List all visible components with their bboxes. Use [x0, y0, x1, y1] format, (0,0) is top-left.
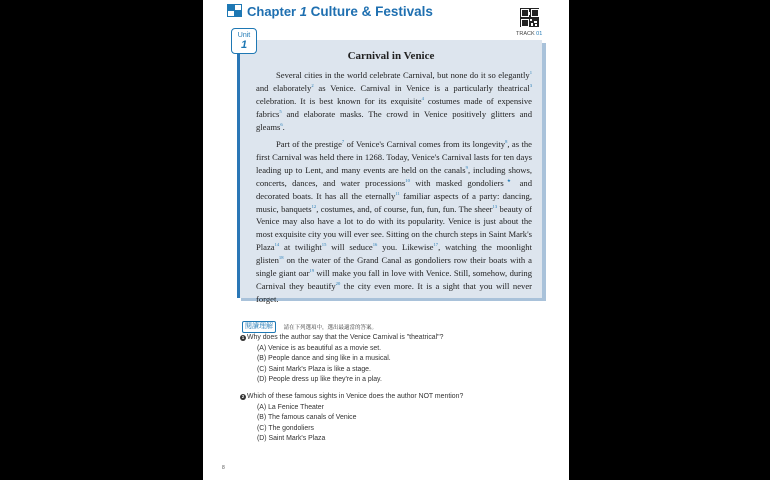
footnote-marker: 4 — [421, 95, 424, 101]
reading-card — [237, 40, 542, 305]
footnote-marker: 11 — [395, 190, 400, 196]
page-number: 8 — [222, 465, 225, 471]
track-number: 01 — [536, 31, 543, 37]
footnote-marker: 1 — [529, 70, 532, 75]
unit-label: Unit — [237, 32, 251, 39]
footnote-marker: 6 — [280, 121, 283, 127]
chapter-title: Culture & Festivals — [310, 4, 433, 19]
question-text: Why does the author say that the Venice Carnival is "theatrical"? — [247, 334, 444, 341]
option-b: (B) The famous canals of Venice — [257, 414, 357, 422]
footnote-marker: 8 — [505, 138, 508, 144]
question-1 — [241, 333, 537, 386]
chapter-number: 1 — [299, 4, 307, 19]
reading-paragraph: Part of the prestige$^7$ of Venice's Carnival comes from its longevity$^8$, as the first Carnival was held there in 1268. Today, Venice's Carnival lasts for ten days leading up to Lent, and many events are held on the canals$^9$, including shows, concerts, dances, and water processions$^{10}$ with masked gondoliers★ and decorated boats. It has all the eternally$^{11}$ familiar aspects of a party: dancing, music, banquets$^{12}$, costumes, and, of course, fun, fun, fun. The sheer$^{13}$ beauty of Venice may also have a lot to do with its popularity. Venice is just about the most exquisite city you will ever see. Sitting on the church steps in Saint Mark's Plaza$^{14}$ at twilight$^{15}$ will seduce$^{16}$ you. Likewise$^{17}$, watching the moonlight glisten$^{18}$ on the water of the Grand Canal as gondoliers row their boats with a single giant oar$^{19}$ will make you fall in love with Venice. Still, somehow, during Carnival they beautify$^{20}$ the city even more. It is a sight that you will never forget. — [256, 138, 533, 305]
comprehension-badge: 閱讀理解 — [242, 321, 276, 333]
footnote-marker: 12 — [311, 203, 317, 209]
footnote-marker: 17 — [433, 242, 439, 248]
footnote-marker: 9 — [465, 164, 468, 170]
footnote-marker: ★ — [503, 177, 515, 183]
footnote-marker: 16 — [372, 242, 378, 248]
footnote-marker: 5 — [279, 108, 282, 114]
reading-paragraph: Several cities in the world celebrate Carnival, but none do it so elegantly$^1$ and elaborately$^2$ as Venice. Carnival in Venice is a particularly theatrical$^3$ celebration. It is best known for its exquisite$^4$ costumes made of expensive fabrics$^5$ and elaborate masks. The crowd in Venice positively glitters and gleams$^6$. — [256, 70, 532, 132]
footnote-marker: 13 — [492, 203, 498, 209]
option-c: (C) The gondoliers — [257, 424, 314, 432]
chapter-grid-icon — [227, 4, 243, 18]
question-text: Which of these famous sights in Venice does the author NOT mention? — [247, 393, 464, 400]
footnote-marker: 19 — [309, 268, 315, 274]
qr-code-icon — [520, 8, 539, 27]
option-a: (A) La Fenice Theater — [257, 403, 324, 411]
track-word: TRACK — [516, 31, 535, 37]
book-page — [203, 0, 569, 480]
footnote-marker: 14 — [274, 242, 280, 248]
unit-badge — [231, 28, 257, 54]
option-d: (D) People dress up like they're in a play. — [257, 376, 382, 384]
track-label — [516, 31, 542, 37]
footnote-marker: 20 — [335, 281, 341, 287]
question-number-badge: 2 — [241, 394, 245, 399]
footnote-marker: 15 — [321, 242, 327, 248]
question-2 — [241, 392, 537, 445]
question-number-badge: 1 — [241, 335, 245, 340]
chapter-word: Chapter — [247, 4, 297, 19]
footnote-marker: 2 — [311, 82, 314, 88]
option-b: (B) People dance and sing like in a musical. — [257, 355, 391, 363]
footnote-marker: 10 — [405, 177, 410, 183]
reading-title: Carnival in Venice — [347, 50, 435, 62]
footnote-marker: 18 — [278, 255, 284, 261]
option-d: (D) Saint Mark's Plaza — [257, 435, 326, 443]
questions-instruction: 請在下列選項中，選出最適當的答案。 — [283, 324, 377, 331]
option-c: (C) Saint Mark's Plaza is like a stage. — [257, 365, 371, 373]
reading-body — [256, 69, 532, 310]
footnote-marker: 7 — [341, 138, 345, 144]
unit-number: 1 — [240, 39, 248, 51]
footnote-marker: 3 — [529, 82, 532, 88]
option-a: (A) Venice is as beautiful as a movie set. — [257, 344, 382, 352]
chapter-heading — [247, 4, 433, 19]
